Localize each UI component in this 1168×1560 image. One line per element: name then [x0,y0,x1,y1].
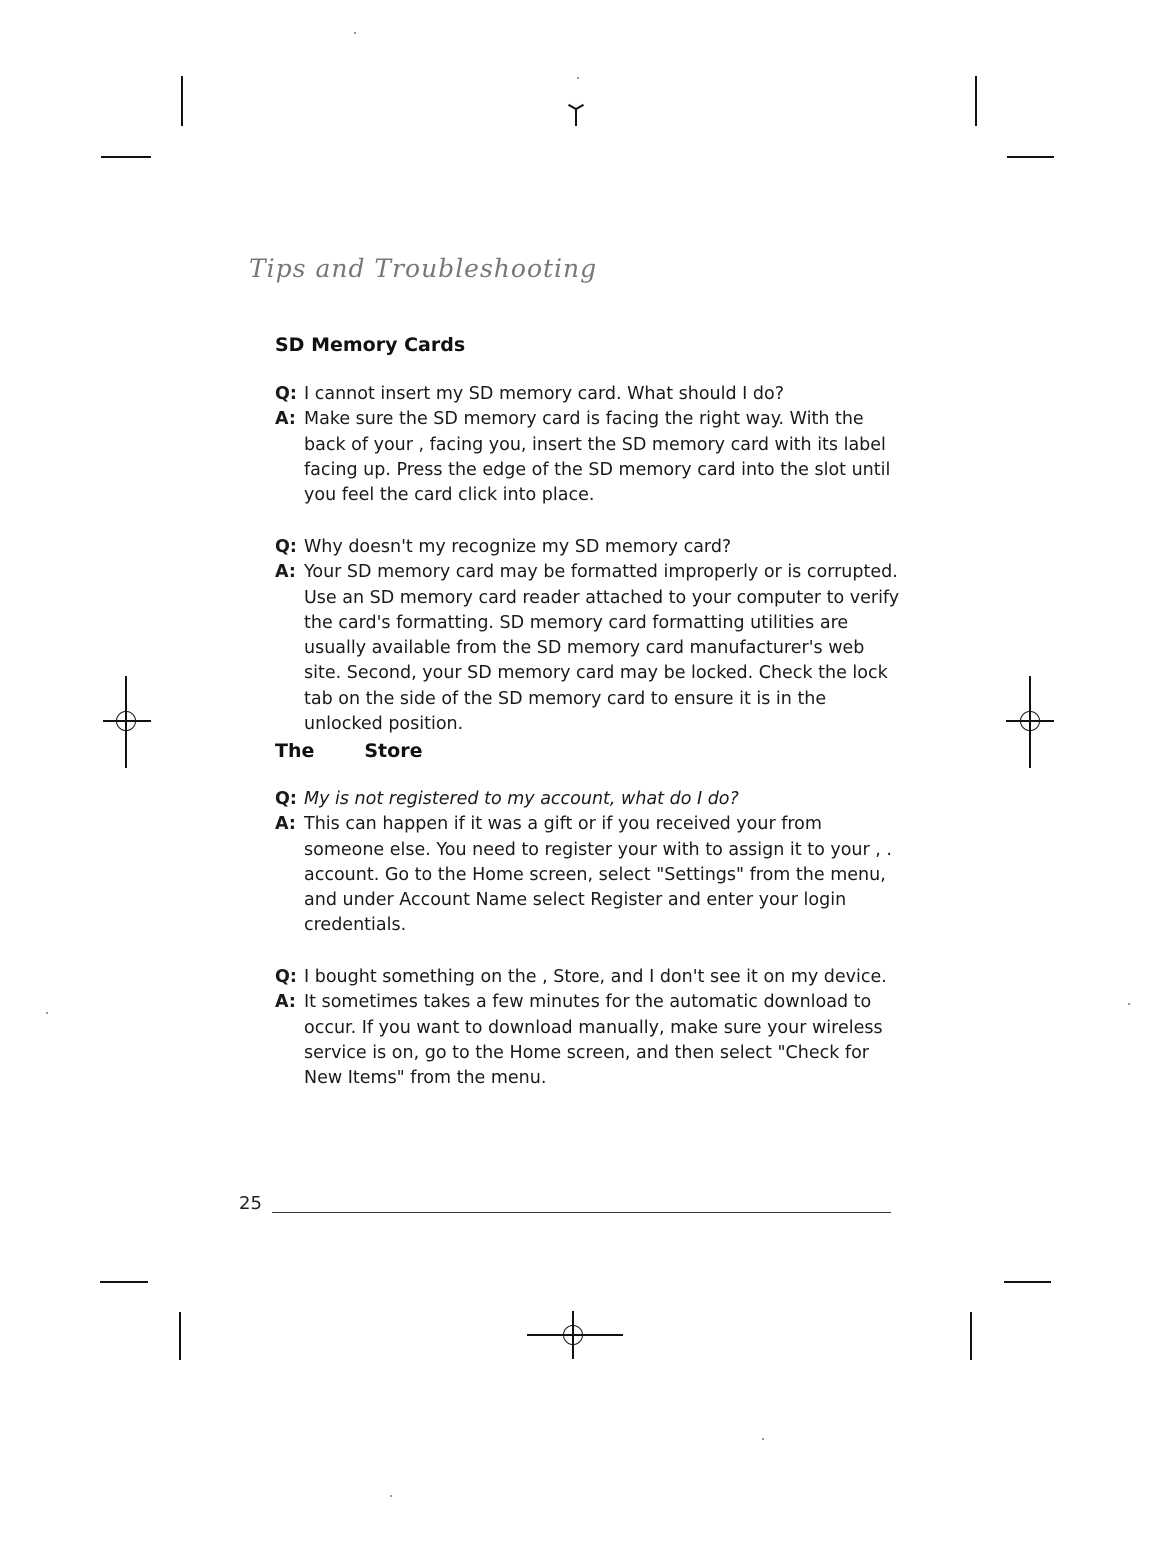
scan-dot [390,1495,392,1497]
crop-mark [1004,1281,1051,1283]
heading-store-part2: Store [364,740,423,762]
crop-mark [101,156,151,158]
answer-text: Your SD memory card may be formatted improperly or is corrupted. Use an SD memory card reader attached to your computer to verify the card's formatting. SD memory card formatting utilities are usually available from the SD memory card manufacturer's web site. Second, your SD memory card may be locked. Check the lock tab on the side of the SD memory card to ensure it is in the unlocked position. [304,562,900,735]
question [275,787,905,812]
answer-label: A: [275,814,296,835]
heading-store [275,740,422,762]
question [275,382,905,407]
heading-store-part1: The [275,740,315,762]
scan-dot [577,77,579,79]
question-text: My is not registered to my account, what do I do? [304,789,739,809]
qa-block [275,787,905,939]
footer-rule [272,1212,891,1213]
question-text: I cannot insert my SD memory card. What should I do? [304,384,785,404]
qa-block [275,965,905,1091]
question-text: I bought something on the , Store, and I don't see it on my device. [304,967,887,987]
answer-label: A: [275,562,296,583]
answer-label: A: [275,992,296,1013]
question-text: Why doesn't my recognize my SD memory card? [304,537,732,557]
scan-dot [354,32,356,34]
crop-mark [1007,156,1054,158]
answer-text: This can happen if it was a gift or if you received your from someone else. You need to register your with to assign it to your , . account. Go to the Home screen, select "Settings" from the menu, and under Account Name select Register and enter your login credentials. [304,814,892,936]
question-label: Q: [275,537,297,557]
answer-label: A: [275,409,296,430]
registration-mark-left-circle [116,711,136,731]
answer-text: It sometimes takes a few minutes for the automatic download to occur. If you want to download manually, make sure your wireless service is on, go to the Home screen, and then select "Check for New Items" from the menu. [304,992,883,1089]
crop-mark [970,1312,972,1360]
answer [275,560,905,737]
answer [275,990,905,1091]
scan-dot [762,1438,764,1440]
page-number: 25 [239,1193,262,1214]
question [275,965,905,990]
question-label: Q: [275,967,297,987]
crop-mark [181,76,183,126]
question-label: Q: [275,384,297,404]
answer-text: Make sure the SD memory card is facing the right way. With the back of your , facing you, insert the SD memory card with its label facing up. Press the edge of the SD memory card into the slot until you feel the card click into place. [304,409,891,506]
question [275,535,905,560]
question-label: Q: [275,789,297,809]
crop-mark [975,76,977,126]
registration-mark-bottom-circle [563,1325,583,1345]
qa-block [275,535,905,737]
registration-mark-top-arm [575,104,584,110]
crop-mark [179,1312,181,1360]
scan-dot [1128,1003,1130,1005]
answer [275,407,905,508]
crop-mark [100,1281,148,1283]
section-title: Tips and Troubleshooting [249,254,598,283]
registration-mark-right-circle [1020,711,1040,731]
registration-mark-top [575,110,577,126]
answer [275,812,905,938]
scan-dot [46,1012,48,1014]
qa-block [275,382,905,508]
heading-sd-memory-cards: SD Memory Cards [275,334,466,356]
